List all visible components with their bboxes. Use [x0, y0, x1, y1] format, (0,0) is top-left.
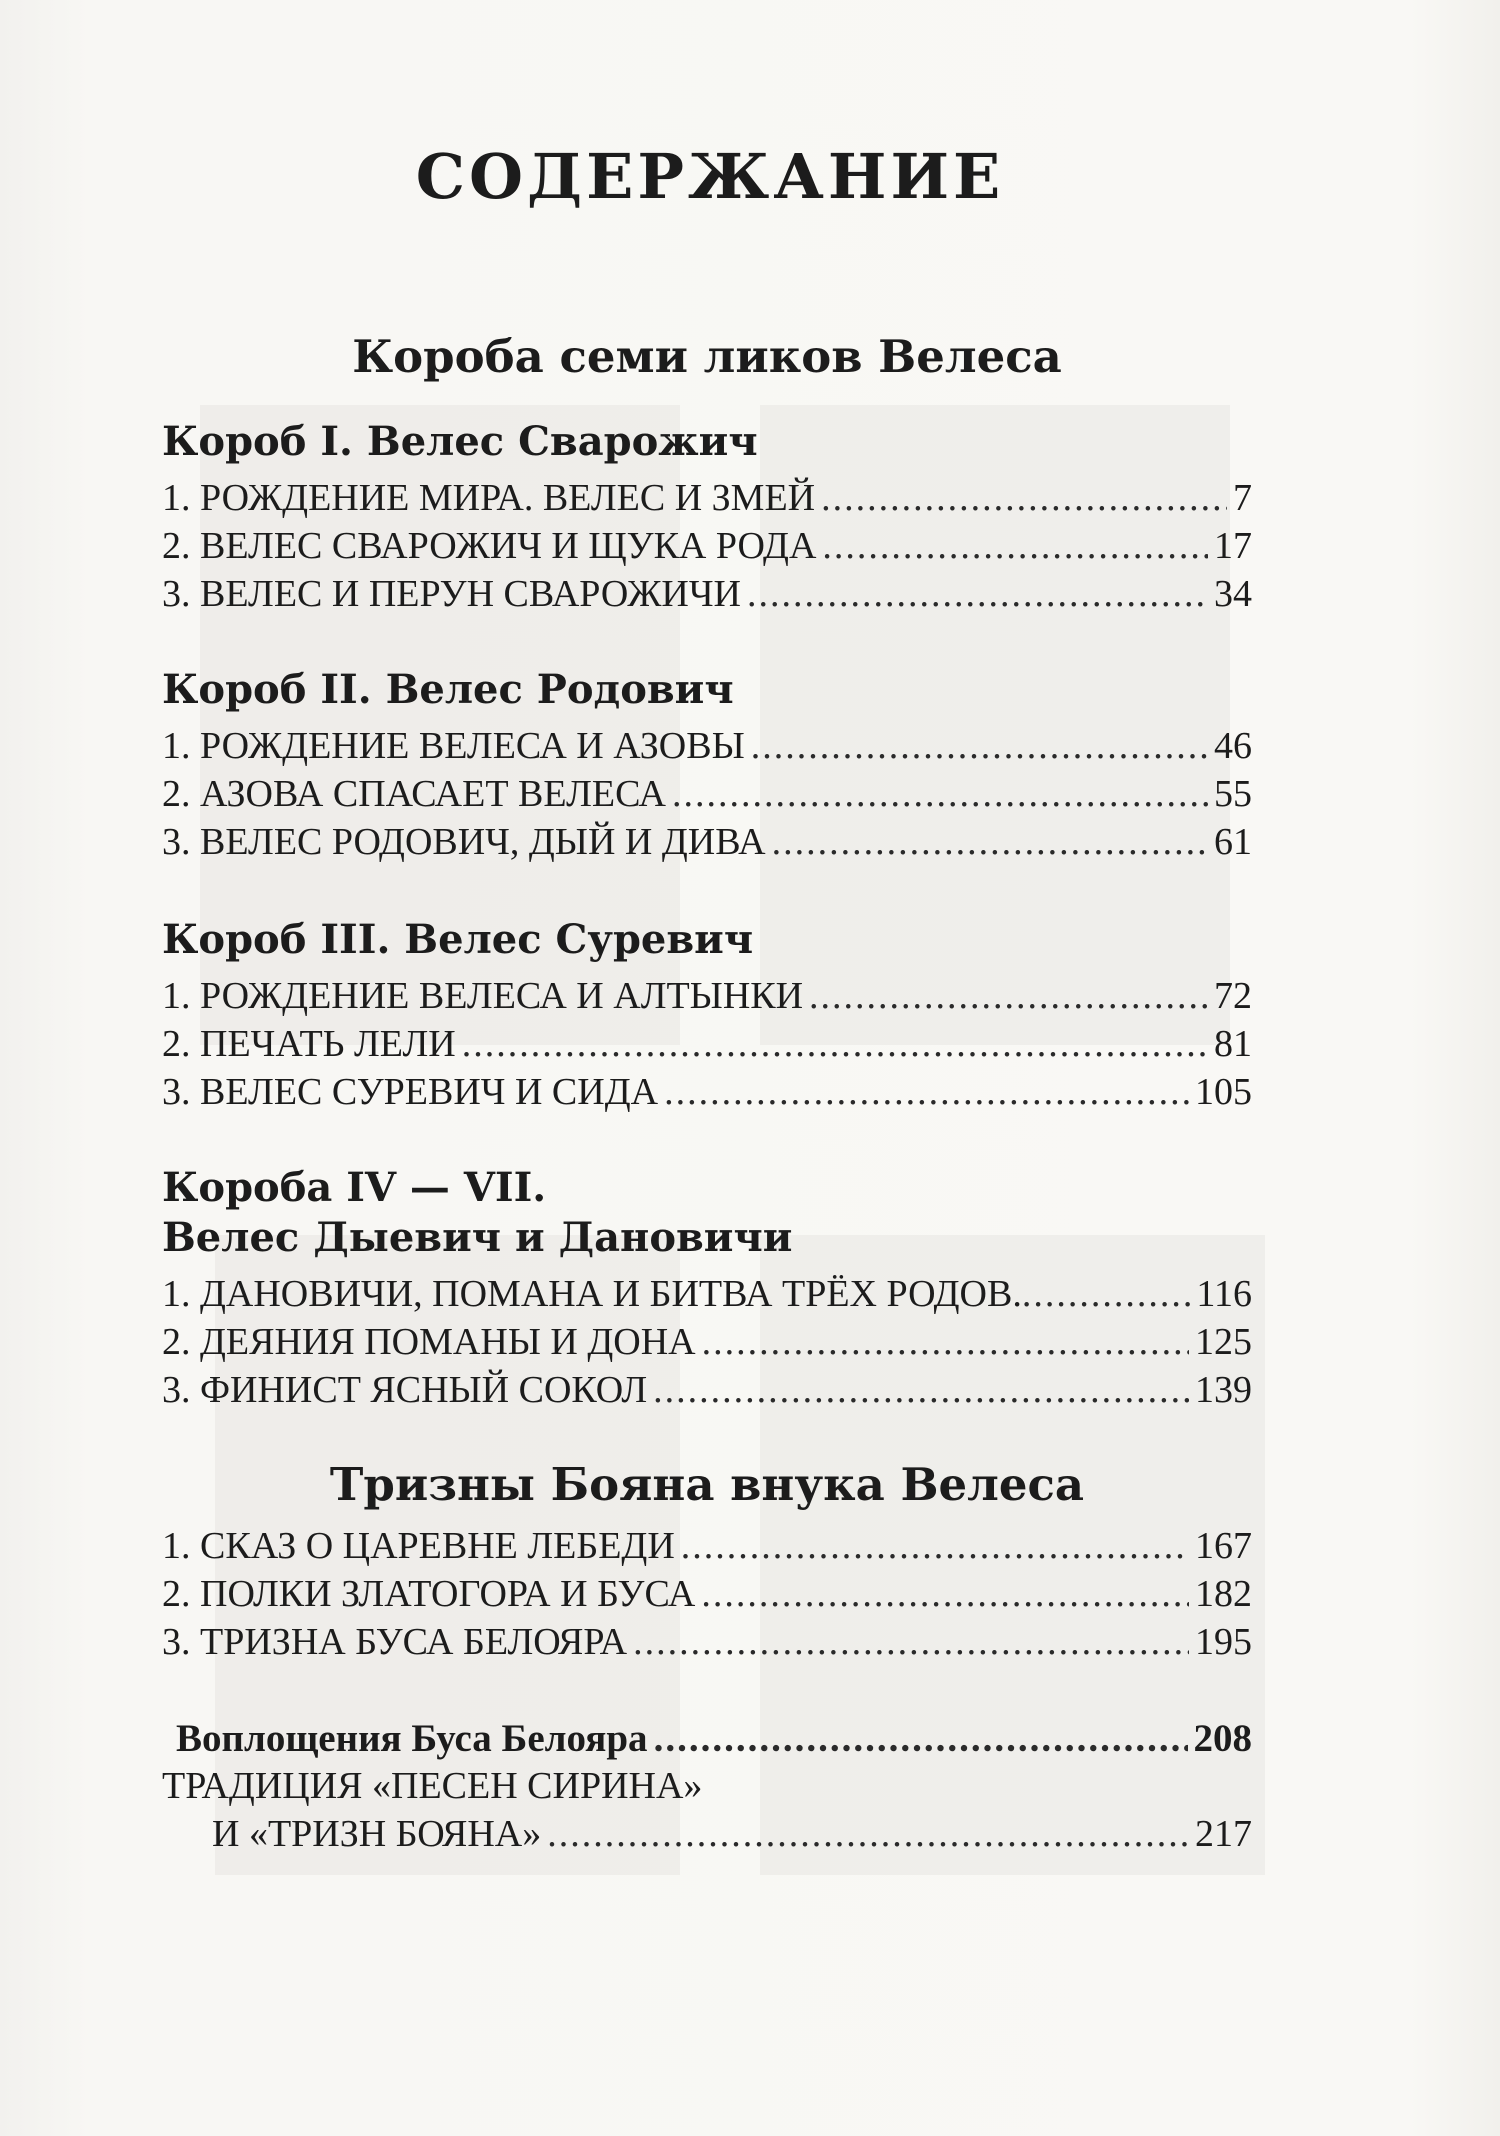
entry-label: 2. ПОЛКИ ЗЛАТОГОРА И БУСА	[162, 1573, 696, 1615]
entry-label: 1. ДАНОВИЧИ, ПОМАНА И БИТВА ТРЁХ РОДОВ.	[162, 1273, 1022, 1315]
entry-label: 2. ВЕЛЕС СВАРОЖИЧ И ЩУКА РОДА	[162, 525, 817, 567]
toc-entry[interactable]	[162, 772, 1252, 822]
toc-entry[interactable]	[162, 1368, 1252, 1418]
toc-entry[interactable]	[162, 974, 1252, 1024]
entry-page: 7	[1233, 477, 1252, 519]
toc-entry[interactable]	[162, 1070, 1252, 1120]
entry-label: ТРАДИЦИЯ «ПЕСЕН СИРИНА»	[162, 1765, 703, 1807]
toc-entry[interactable]	[162, 572, 1252, 622]
toc-entry[interactable]	[162, 820, 1252, 870]
entry-page: 167	[1195, 1525, 1252, 1567]
toc-entry[interactable]	[162, 1022, 1252, 1072]
entry-page: 61	[1214, 821, 1252, 863]
dot-leader	[747, 572, 1208, 616]
dot-leader	[462, 1022, 1208, 1066]
entry-label: 3. ФИНИСТ ЯСНЫЙ СОКОЛ	[162, 1369, 648, 1411]
entry-label: 1. РОЖДЕНИЕ ВЕЛЕСА И АЗОВЫ	[162, 725, 745, 767]
entry-label: Воплощения Буса Белояра	[176, 1717, 648, 1760]
toc-entry-line	[162, 1764, 1252, 1814]
toc-entry[interactable]	[162, 524, 1252, 574]
entry-label: И «ТРИЗН БОЯНА»	[212, 1813, 542, 1855]
entry-page: 81	[1214, 1023, 1252, 1065]
entry-page: 46	[1214, 725, 1252, 767]
toc-entry[interactable]	[162, 1272, 1252, 1322]
dot-leader	[654, 1716, 1188, 1761]
dot-leader	[822, 524, 1208, 568]
dot-leader	[653, 1368, 1189, 1412]
entry-page: 125	[1195, 1321, 1252, 1363]
toc-entry[interactable]	[162, 1620, 1252, 1670]
entry-label: 2. ПЕЧАТЬ ЛЕЛИ	[162, 1023, 456, 1065]
entry-label: 1. СКАЗ О ЦАРЕВНЕ ЛЕБЕДИ	[162, 1525, 675, 1567]
entry-page: 217	[1195, 1813, 1252, 1855]
part-title: Короба семи ликов Велеса	[352, 330, 1062, 383]
entry-page: 34	[1214, 573, 1252, 615]
dot-leader	[633, 1620, 1189, 1664]
dot-leader	[702, 1320, 1189, 1364]
section-title: Короб III. Велес Суревич	[162, 916, 754, 963]
dot-leader	[809, 974, 1208, 1018]
toc-entry[interactable]	[162, 1812, 1252, 1862]
entry-label: 3. ВЕЛЕС СУРЕВИЧ И СИДА	[162, 1071, 659, 1113]
section-subtitle: Велес Дыевич и Дановичи	[162, 1214, 793, 1261]
section-title: Короба IV — VII.	[162, 1164, 547, 1211]
toc-entry[interactable]	[162, 476, 1252, 526]
entry-label: 1. РОЖДЕНИЕ ВЕЛЕСА И АЛТЫНКИ	[162, 975, 804, 1017]
entry-page: 116	[1196, 1273, 1252, 1315]
toc-entry[interactable]	[162, 1572, 1252, 1622]
dot-leader	[772, 820, 1208, 864]
part-title: Тризны Бояна внука Велеса	[329, 1458, 1085, 1511]
dot-leader	[821, 476, 1227, 520]
toc-entry[interactable]	[162, 724, 1252, 774]
entry-page: 55	[1214, 773, 1252, 815]
entry-page: 195	[1195, 1621, 1252, 1663]
section-title: Короб I. Велес Сварожич	[162, 418, 758, 465]
entry-page: 17	[1214, 525, 1252, 567]
entry-page: 208	[1193, 1717, 1252, 1760]
entry-label: 2. АЗОВА СПАСАЕТ ВЕЛЕСА	[162, 773, 666, 815]
dot-leader	[1022, 1272, 1197, 1316]
entry-label: 3. ВЕЛЕС РОДОВИЧ, ДЫЙ И ДИВА	[162, 821, 766, 863]
entry-page: 72	[1214, 975, 1252, 1017]
dot-leader	[664, 1070, 1189, 1114]
entry-page: 139	[1195, 1369, 1252, 1411]
page-title: СОДЕРЖАНИЕ	[415, 140, 1005, 213]
entry-page: 182	[1195, 1573, 1252, 1615]
toc-entry[interactable]	[162, 1320, 1252, 1370]
section-title: Короб II. Велес Родович	[162, 666, 734, 713]
toc-entry[interactable]	[162, 1524, 1252, 1574]
dot-leader	[672, 772, 1208, 816]
toc-entry[interactable]	[162, 1716, 1252, 1766]
dot-leader	[701, 1572, 1189, 1616]
dot-leader	[547, 1812, 1189, 1856]
entry-label: 1. РОЖДЕНИЕ МИРА. ВЕЛЕС И ЗМЕЙ	[162, 477, 816, 519]
entry-label: 3. ТРИЗНА БУСА БЕЛОЯРА	[162, 1621, 628, 1663]
entry-page: 105	[1195, 1071, 1252, 1113]
dot-leader	[681, 1524, 1189, 1568]
dot-leader	[751, 724, 1208, 768]
entry-label: 2. ДЕЯНИЯ ПОМАНЫ И ДОНА	[162, 1321, 696, 1363]
entry-label: 3. ВЕЛЕС И ПЕРУН СВАРОЖИЧИ	[162, 573, 741, 615]
